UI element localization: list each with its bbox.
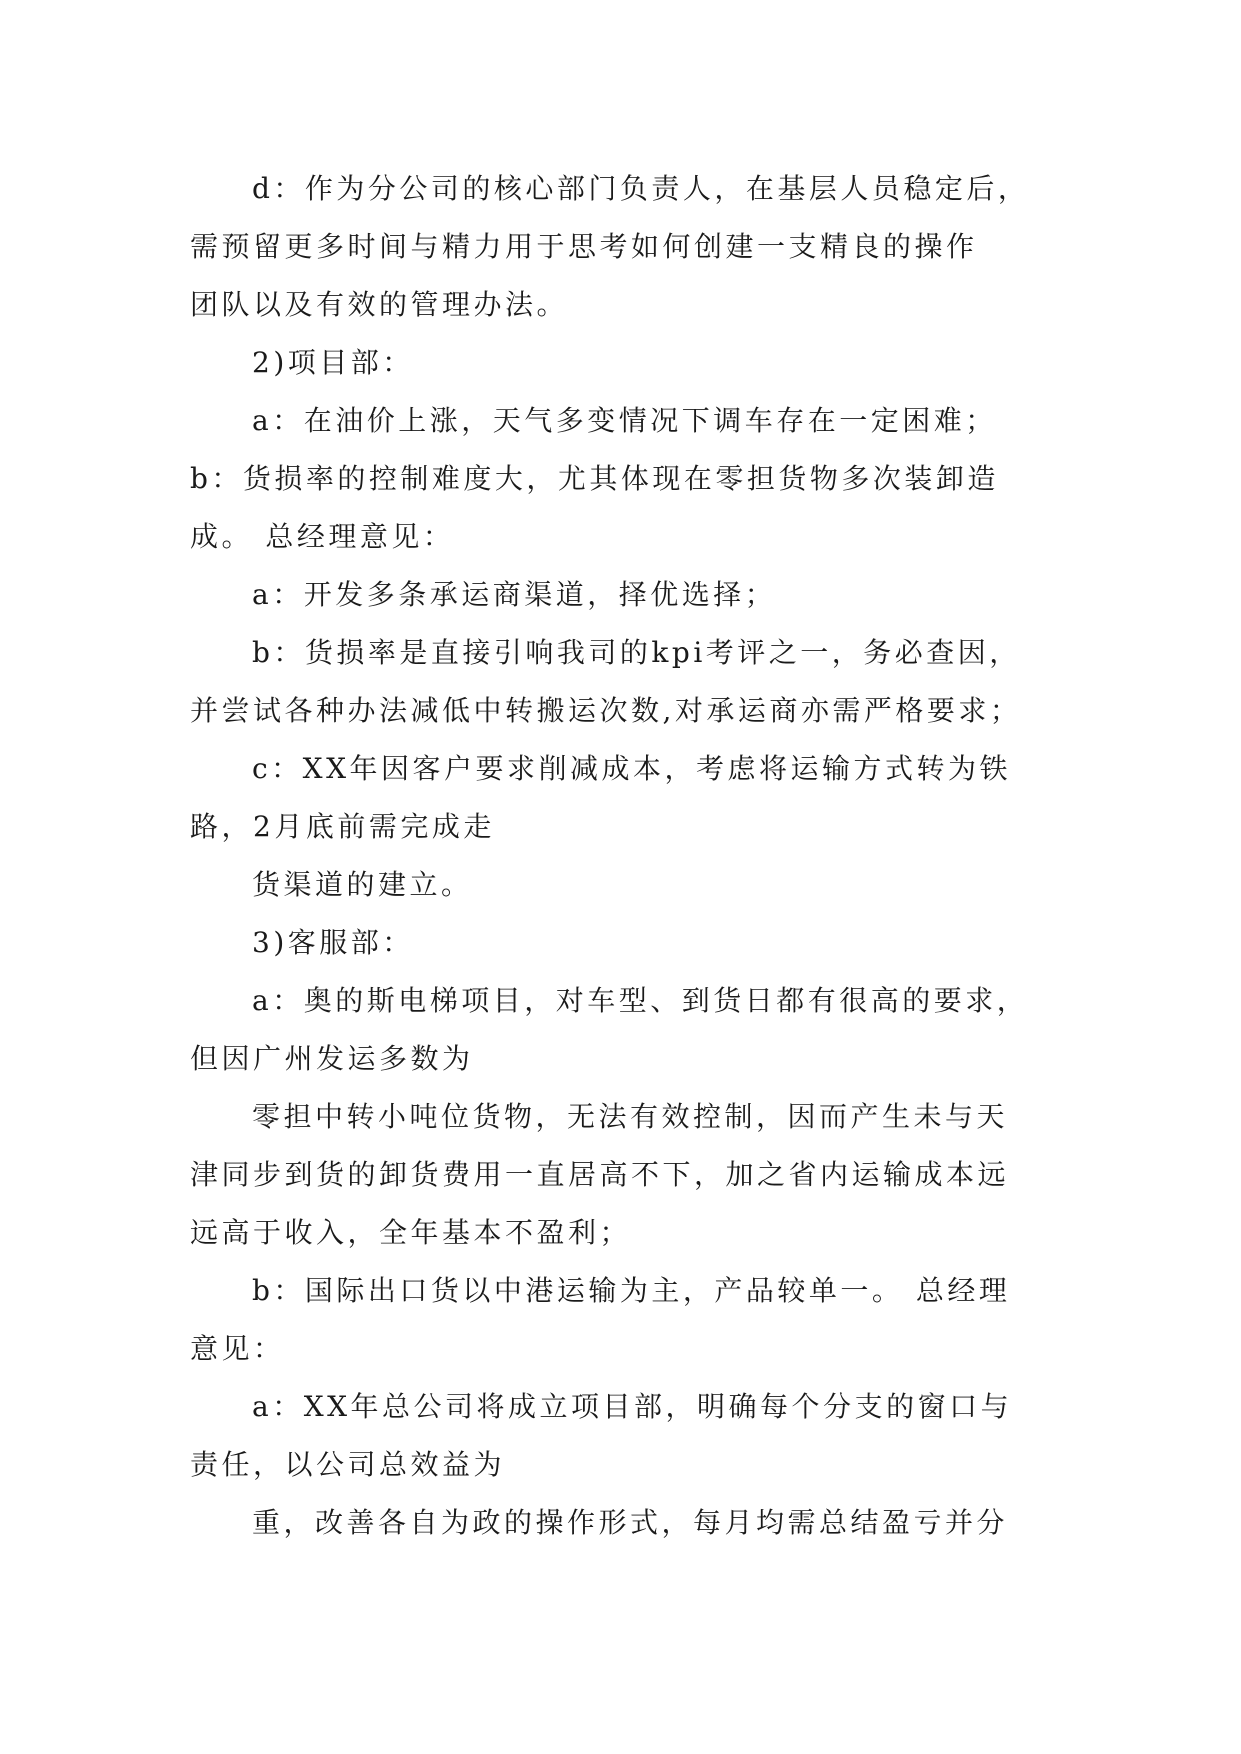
text-line: 路，2月底前需完成走 <box>190 810 495 843</box>
text-line: 货渠道的建立。 <box>252 868 473 901</box>
text-line: 需预留更多时间与精力用于思考如何创建一支精良的操作 <box>190 230 978 263</box>
document-body <box>190 160 1060 1552</box>
text-line: 重，改善各自为政的操作形式，每月均需总结盈亏并分 <box>252 1506 1009 1539</box>
text-line: c：XX年因客户要求削减成本，考虑将运输方式转为铁 <box>252 752 1012 785</box>
text-line: 团队以及有效的管理办法。 <box>190 288 569 321</box>
text-line: b：国际出口货以中港运输为主，产品较单一。 总经理 <box>252 1274 1011 1307</box>
text-line: a：XX年总公司将成立项目部，明确每个分支的窗口与 <box>252 1390 1013 1423</box>
text-line: 但因广州发运多数为 <box>190 1042 474 1075</box>
text-line: 责任，以公司总效益为 <box>190 1448 506 1481</box>
text-line: b：货损率是直接引响我司的kpi考评之一，务必查因， <box>252 636 1021 669</box>
text-line: 并尝试各种办法减低中转搬运次数,对承运商亦需严格要求； <box>190 694 1022 727</box>
section-heading: 2)项目部： <box>252 346 414 379</box>
text-line: 津同步到货的卸货费用一直居高不下，加之省内运输成本远 <box>190 1158 1010 1191</box>
text-line: 远高于收入，全年基本不盈利； <box>190 1216 632 1249</box>
text-line: a：开发多条承运商渠道，择优选择； <box>252 578 777 611</box>
section-heading: 3)客服部： <box>252 926 414 959</box>
text-line: 成。 总经理意见： <box>190 520 455 553</box>
text-line: 意见： <box>190 1332 285 1365</box>
text-line: a：在油价上涨，天气多变情况下调车存在一定困难； <box>252 404 997 437</box>
text-line: 零担中转小吨位货物，无法有效控制，因而产生未与天 <box>252 1100 1009 1133</box>
text-line: b：货损率的控制难度大，尤其体现在零担货物多次装卸造 <box>190 462 999 495</box>
text-line: d：作为分公司的核心部门负责人，在基层人员稳定后， <box>252 172 1030 205</box>
text-line: a：奥的斯电梯项目，对车型、到货日都有很高的要求， <box>252 984 1029 1017</box>
